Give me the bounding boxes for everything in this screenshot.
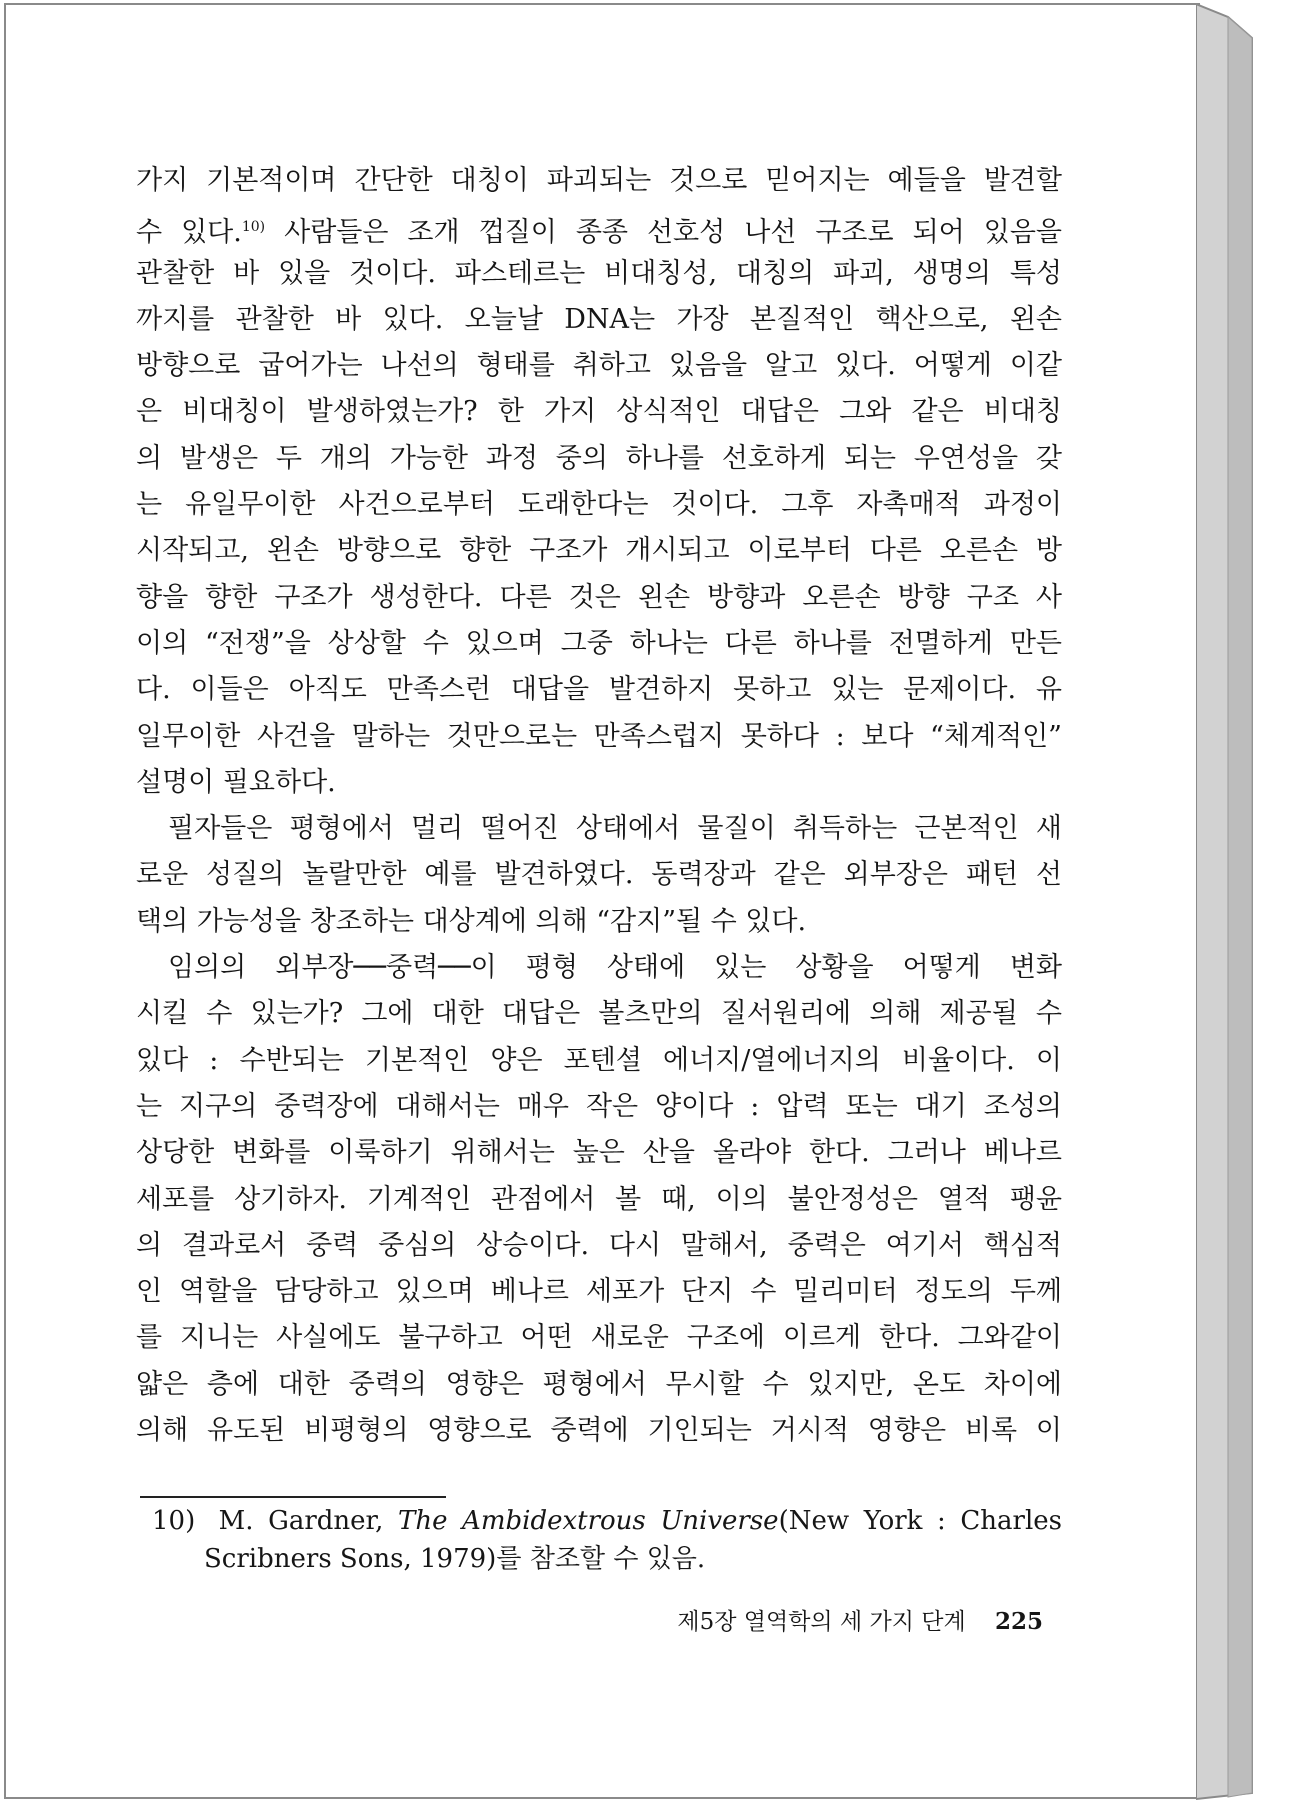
text-line: 를 지니는 사실에도 불구하고 어떤 새로운 구조에 이르게 한다. 그와같이: [136, 1322, 1062, 1354]
footnote-marker: 10): [241, 219, 266, 236]
footnote-publisher: (New York : Charles: [778, 1506, 1062, 1536]
paragraph-start-line: 필자들은 평형에서 멀리 떨어진 상태에서 물질이 취득하는 근본적인 새: [168, 813, 1062, 845]
text-line: [136, 204, 1062, 250]
text-line: 일무이한 사건을 말하는 것만으로는 만족스럽지 못하다 : 보다 “체계적인”: [136, 720, 1062, 752]
text-segment: 사람들은 조개 껍질이 종종 선호성 나선 구조로 되어 있음을: [284, 217, 1062, 249]
text-line: 까지를 관찰한 바 있다. 오늘날 DNA는 가장 본질적인 핵산으로, 왼손: [136, 303, 1062, 335]
text-line: 의 발생은 두 개의 가능한 과정 중의 하나를 선호하게 되는 우연성을 갖: [136, 442, 1062, 474]
text-line: 가지 기본적이며 간단한 대칭이 파괴되는 것으로 믿어지는 예들을 발견할: [136, 165, 1062, 196]
text-line: 이의 “전쟁”을 상상할 수 있으며 그중 하나는 다른 하나를 전멸하게 만든: [136, 627, 1062, 659]
text-segment: 수 있다.: [136, 217, 242, 249]
text-line: 다. 이들은 아직도 만족스런 대답을 발견하지 못하고 있는 문제이다. 유: [136, 674, 1062, 706]
text-line: 있다 : 수반되는 기본적인 양은 포텐셜 에너지/열에너지의 비율이다. 이: [136, 1044, 1062, 1076]
footnote-number: 10): [152, 1506, 196, 1536]
text-line: 시작되고, 왼손 방향으로 향한 구조가 개시되고 이로부터 다른 오른손 방: [136, 535, 1062, 567]
chapter-title: 제5장 열역학의 세 가지 단계: [677, 1609, 966, 1635]
text-line: 은 비대칭이 발생하였는가? 한 가지 상식적인 대답은 그와 같은 비대칭: [136, 396, 1062, 428]
footnote-line: [152, 1502, 1062, 1540]
footnote-line: Scribners Sons, 1979)를 참조할 수 있음.: [204, 1544, 706, 1574]
text-line: 의 결과로서 중력 중심의 상승이다. 다시 말해서, 중력은 여기서 핵심적: [136, 1229, 1062, 1261]
text-line: 향을 향한 구조가 생성한다. 다른 것은 왼손 방향과 오른손 방향 구조 사: [136, 581, 1062, 613]
text-line: 설명이 필요하다.: [136, 766, 336, 798]
text-line: 관찰한 바 있을 것이다. 파스테르는 비대칭성, 대칭의 파괴, 생명의 특성: [136, 257, 1062, 289]
footnote: [152, 1502, 1062, 1578]
text-line: 시킬 수 있는가? 그에 대한 대답은 볼츠만의 질서원리에 의해 제공될 수: [136, 998, 1062, 1030]
text-line: 상당한 변화를 이룩하기 위해서는 높은 산을 올라야 한다. 그러나 베나르: [136, 1137, 1062, 1169]
text-line: 로운 성질의 놀랄만한 예를 발견하였다. 동력장과 같은 외부장은 패턴 선: [136, 859, 1062, 891]
footnote-divider: [140, 1496, 446, 1498]
text-line: 의해 유도된 비평형의 영향으로 중력에 기인되는 거시적 영향은 비록 이: [136, 1415, 1062, 1447]
text-line: 인 역할을 담당하고 있으며 베나르 세포가 단지 수 밀리미터 정도의 두께: [136, 1276, 1062, 1308]
page-number: 225: [994, 1608, 1043, 1635]
footnote-author: M. Gardner,: [218, 1506, 384, 1536]
running-footer: [677, 1603, 1043, 1636]
body-text: [136, 158, 1062, 1454]
paragraph-start-line: 임의의 외부장──중력──이 평형 상태에 있는 상황을 어떻게 변화: [168, 952, 1062, 984]
text-line: 방향으로 굽어가는 나선의 형태를 취하고 있음을 알고 있다. 어떻게 이같: [136, 350, 1062, 382]
text-line: 세포를 상기하자. 기계적인 관점에서 볼 때, 이의 불안정성은 열적 팽윤: [136, 1183, 1062, 1215]
page-edge: [1196, 3, 1296, 1803]
text-line: 는 지구의 중력장에 대해서는 매우 작은 양이다 : 압력 또는 대기 조성의: [136, 1090, 1062, 1122]
text-line: 얇은 층에 대한 중력의 영향은 평형에서 무시할 수 있지만, 온도 차이에: [136, 1368, 1062, 1400]
text-line: 택의 가능성을 창조하는 대상계에 의해 “감지”될 수 있다.: [136, 905, 807, 937]
footnote-title: The Ambidextrous Universe: [397, 1506, 779, 1536]
text-line: 는 유일무이한 사건으로부터 도래한다는 것이다. 그후 자촉매적 과정이: [136, 489, 1062, 521]
